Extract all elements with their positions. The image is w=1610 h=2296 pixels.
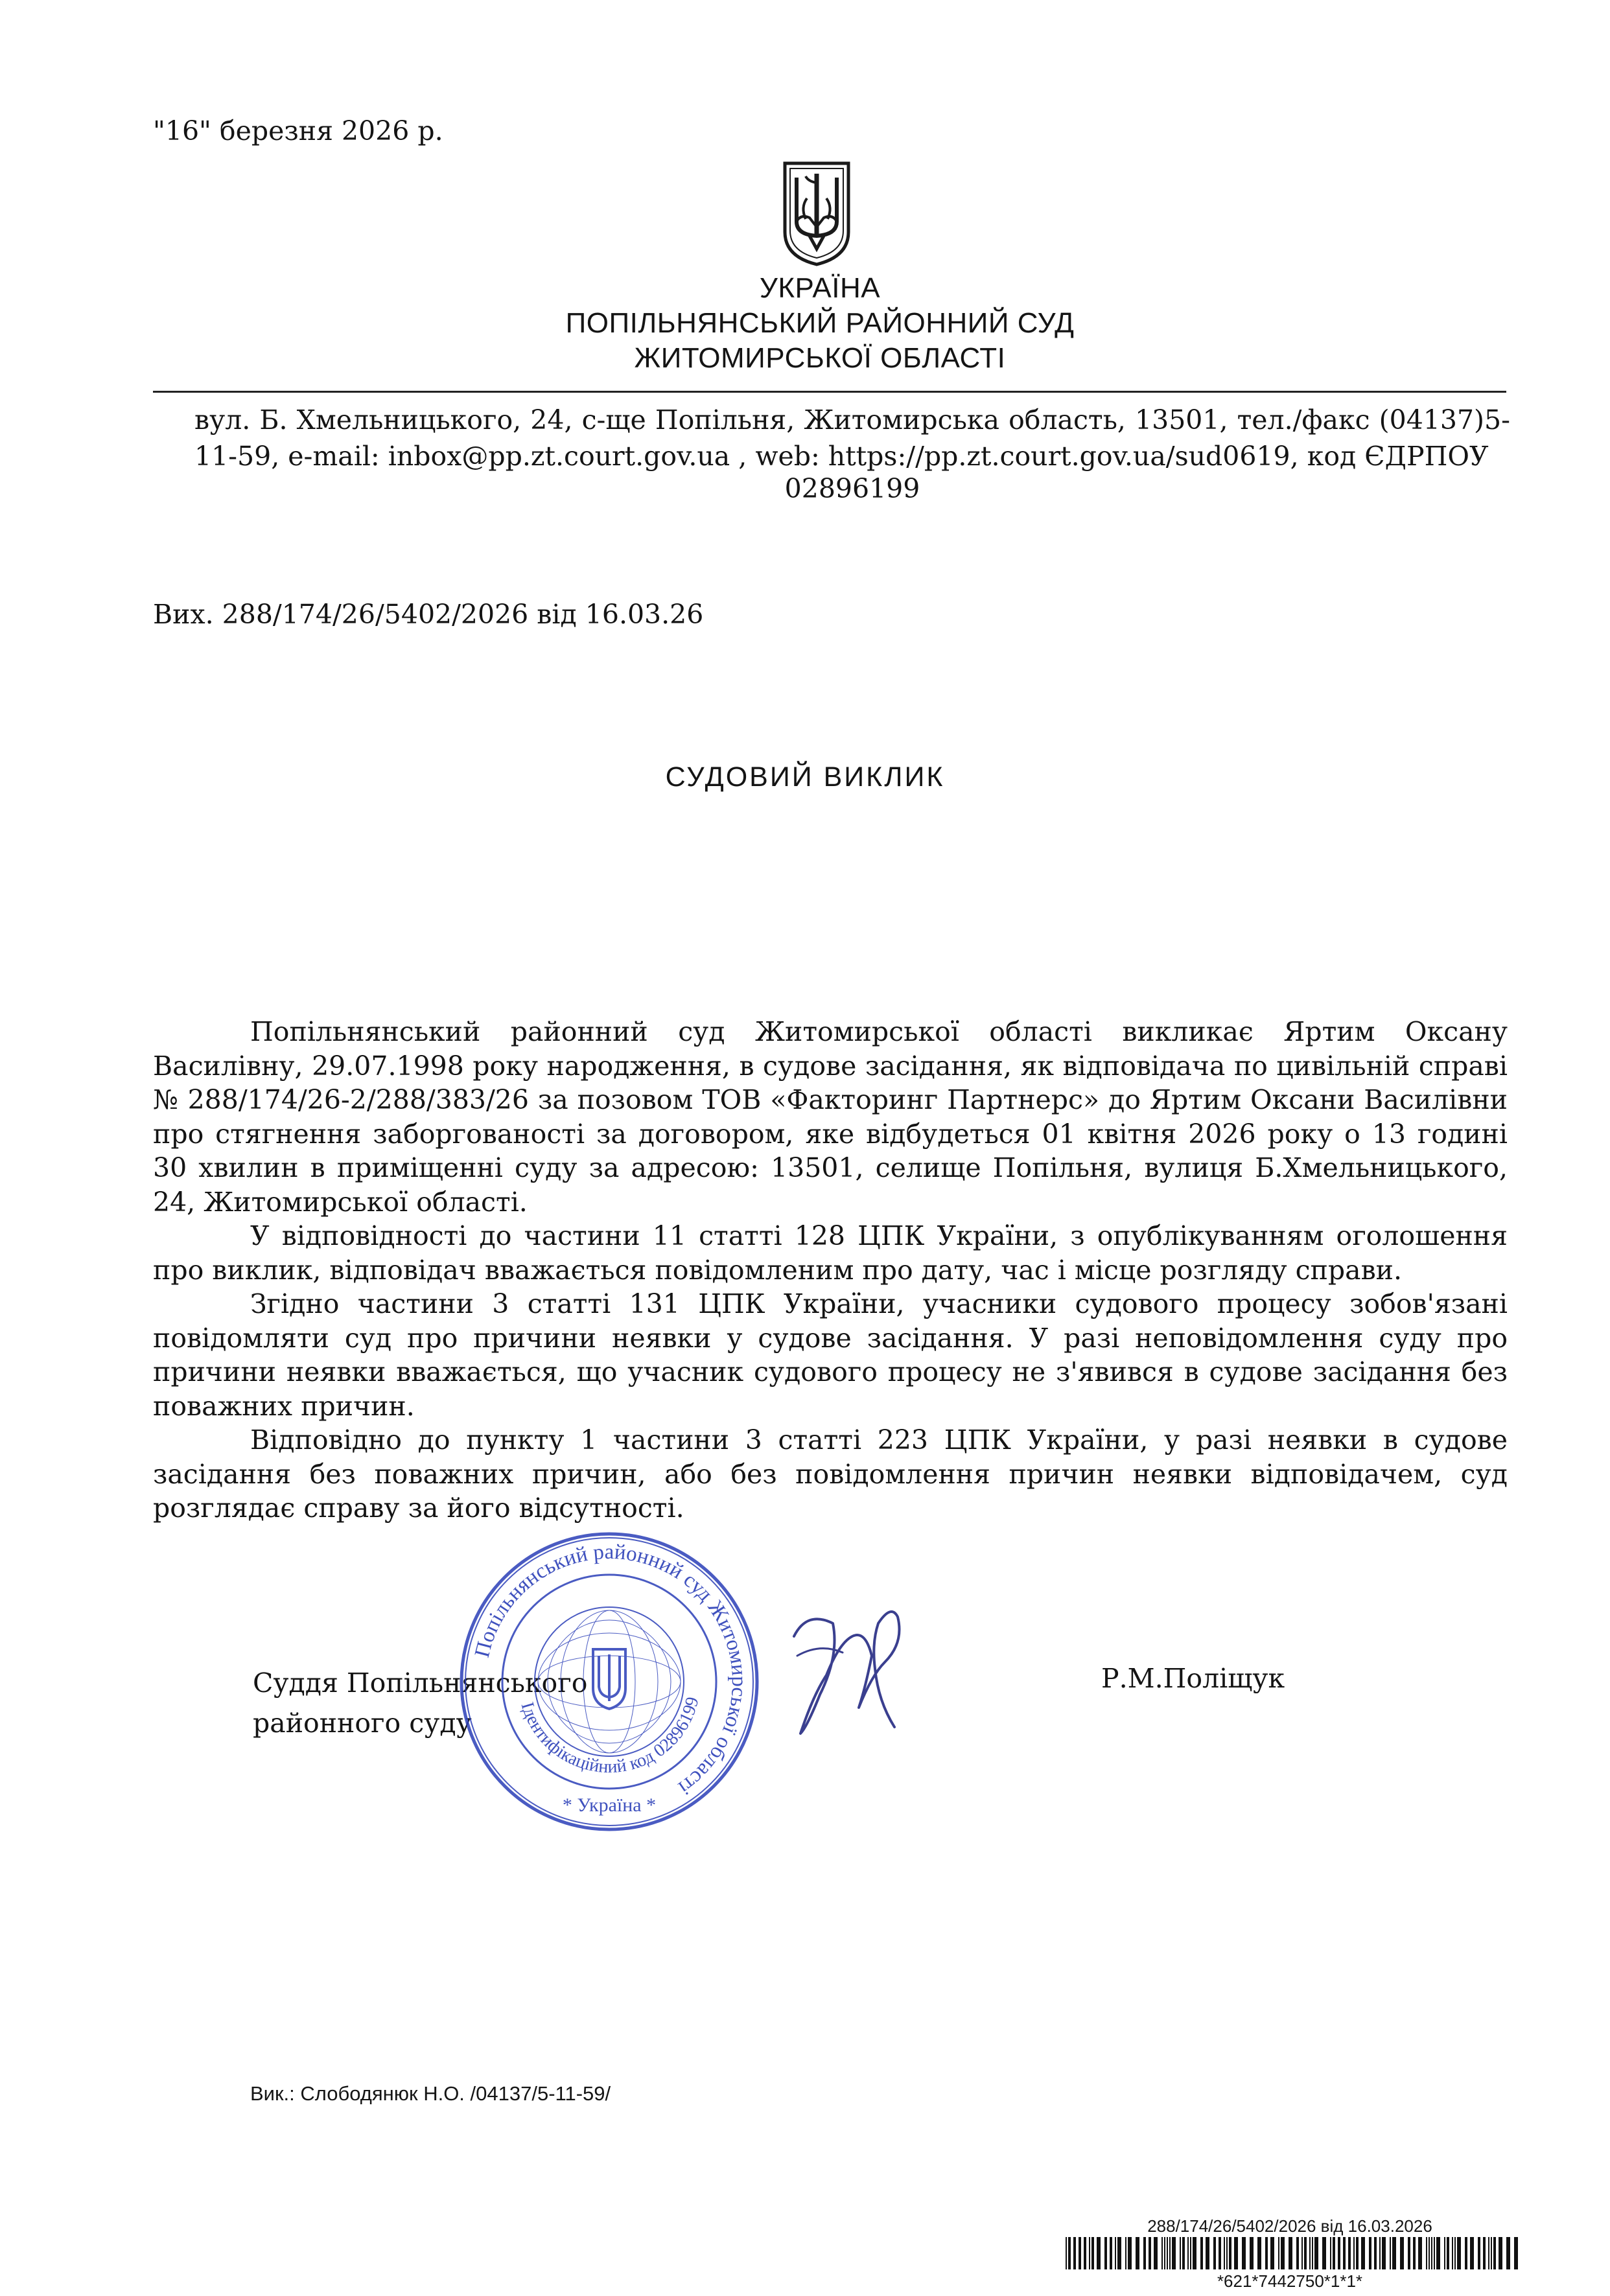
barcode-bar — [1465, 2237, 1467, 2269]
barcode-bar — [1136, 2237, 1139, 2269]
barcode-bar — [1379, 2237, 1381, 2269]
barcode-bar — [1164, 2237, 1165, 2269]
seal-bottom-text: * Україна * — [562, 1794, 657, 1816]
barcode-bar — [1149, 2237, 1151, 2269]
barcode-bar — [1353, 2237, 1355, 2269]
barcode-bar — [1278, 2237, 1279, 2269]
barcode-bar — [1491, 2237, 1492, 2269]
barcode-bar — [1374, 2237, 1377, 2269]
barcode-bar — [1169, 2237, 1171, 2269]
barcode-bar — [1301, 2237, 1303, 2269]
barcode-bar — [1390, 2237, 1391, 2269]
seal-inner-text: Ідентифікаційний код 02896199 — [517, 1695, 703, 1778]
barcode-bar — [1304, 2237, 1307, 2269]
signatory-position-line1: Суддя Попільнянського — [253, 1667, 588, 1699]
barcode-bar — [1488, 2237, 1489, 2269]
body-paragraph: Згідно частини 3 статті 131 ЦПК України, учасники судового процесу зобов'язані повідомляти суд про причини неявки у судове засідання. У разі неповідомлення суду про причини неявки вважається, що учасник судового процесу не з'явився в судове засідання без поважних причин. — [153, 1288, 1508, 1422]
barcode-bar — [1312, 2237, 1313, 2269]
barcode-bar — [1213, 2237, 1216, 2269]
barcode-bar — [1369, 2237, 1371, 2269]
barcode-bar — [1483, 2237, 1486, 2269]
barcode-bar — [1200, 2237, 1203, 2269]
barcode-bar — [1296, 2237, 1299, 2269]
barcode-bar — [1229, 2237, 1231, 2269]
outgoing-number: Вих. 288/174/26/5402/2026 від 16.03.26 — [153, 599, 704, 630]
signatory-position-line2: районного суду — [253, 1708, 472, 1739]
document-date: "16" березня 2026 р. — [153, 115, 443, 146]
barcode-bar — [1478, 2237, 1480, 2269]
header-divider — [153, 391, 1506, 393]
barcode-bar — [1190, 2237, 1191, 2269]
barcode-bar — [1226, 2237, 1228, 2269]
barcode-bar — [1066, 2237, 1067, 2269]
barcode-bar — [1079, 2237, 1081, 2269]
barcode-bar — [1073, 2237, 1076, 2269]
court-header — [454, 271, 1186, 376]
barcode-bar — [1361, 2237, 1365, 2269]
court-seal-stamp — [454, 1526, 765, 1837]
barcode-bar — [1348, 2237, 1351, 2269]
barcode-bar — [1161, 2237, 1163, 2269]
court-region: ЖИТОМИРСЬКОЇ ОБЛАСТІ — [634, 342, 1006, 374]
barcode-bar — [1506, 2237, 1510, 2269]
barcode-bar — [1444, 2237, 1445, 2269]
barcode-bar — [1514, 2237, 1518, 2269]
barcode-bar — [1250, 2237, 1254, 2269]
barcode-bar — [1097, 2237, 1101, 2269]
barcode-bar — [1447, 2237, 1449, 2269]
barcode-bar — [1429, 2237, 1430, 2269]
barcode-bar — [1084, 2237, 1086, 2269]
barcode-bar — [1413, 2237, 1416, 2269]
barcode-bar — [1182, 2237, 1185, 2269]
barcode-bar — [1400, 2237, 1404, 2269]
country-name: УКРАЇНА — [759, 272, 881, 304]
body-paragraph: У відповідності до частини 11 статті 128 ЦПК України, з опублікуванням оголошення про виклик, відповідач вважається повідомленим про дату, час і місце розгляду справи. — [153, 1220, 1508, 1286]
barcode-bar — [1206, 2237, 1209, 2269]
barcode-bar — [1426, 2237, 1427, 2269]
court-address: вул. Б. Хмельницького, 24, с-ще Попільня, Житомирська область, 13501, тел./факс (04137)5-11-59, e-mail: inbox@pp.zt.court.gov.ua , web: https://pp.zt.court.gov.ua/sud0619, код ЄДРПОУ — [194, 404, 1510, 472]
barcode-bar — [1338, 2237, 1340, 2269]
document-title: СУДОВИЙ ВИКЛИК — [665, 761, 945, 793]
barcode-bar — [1257, 2237, 1261, 2269]
barcode-bar — [1392, 2237, 1396, 2269]
signatory-name: Р.М.Поліщук — [1101, 1663, 1285, 1694]
barcode — [1066, 2237, 1519, 2269]
barcode-bar — [1242, 2237, 1246, 2269]
barcode-bar — [1314, 2237, 1318, 2269]
barcode-bar — [1499, 2237, 1502, 2269]
barcode-bar — [1493, 2237, 1496, 2269]
barcode-bar — [1452, 2237, 1453, 2269]
barcode-bar — [1408, 2237, 1410, 2269]
barcode-bar — [1117, 2237, 1121, 2269]
barcode-bar — [1289, 2237, 1292, 2269]
barcode-bar — [1180, 2237, 1181, 2269]
barcode-bar — [1270, 2237, 1274, 2269]
barcode-bar — [1110, 2237, 1112, 2269]
trident-emblem-icon — [781, 159, 852, 266]
court-name: ПОПІЛЬНЯНСЬКИЙ РАЙОННИЙ СУД — [565, 307, 1075, 339]
court-edrpou-code: 02896199 — [784, 473, 920, 504]
executor-info: Вик.: Слободянюк Н.О. /04137/5-11-59/ — [250, 2082, 611, 2105]
document-body — [153, 1015, 1508, 1525]
barcode-bar — [1356, 2237, 1359, 2269]
barcode-bar — [1457, 2237, 1461, 2269]
body-paragraph: Відповідно до пункту 1 частини 3 статті 223 ЦПК України, у разі неявки в судове засідання без поважних причин, або без повідомлення причин неявки відповідачем, суд розглядає справу за його відсутності. — [153, 1424, 1508, 1524]
barcode-bar — [1154, 2237, 1158, 2269]
barcode-bar — [1309, 2237, 1311, 2269]
barcode-bar — [1115, 2237, 1116, 2269]
barcode-bar — [1330, 2237, 1331, 2269]
barcode-bar — [1104, 2237, 1107, 2269]
barcode-bar — [1219, 2237, 1221, 2269]
barcode-bar — [1234, 2237, 1238, 2269]
seal-outer-text: Попільнянський районний суд Житомирської області — [470, 1540, 751, 1800]
barcode-bar — [1089, 2237, 1090, 2269]
barcode-bar — [1172, 2237, 1176, 2269]
barcode-bar — [1382, 2237, 1386, 2269]
barcode-number: *621*7442750*1*1* — [1217, 2271, 1363, 2291]
barcode-bar — [1281, 2237, 1285, 2269]
barcode-bar — [1224, 2237, 1225, 2269]
barcode-bar — [1418, 2237, 1422, 2269]
barcode-bar — [1143, 2237, 1146, 2269]
barcode-bar — [1470, 2237, 1474, 2269]
handwritten-signature-icon — [781, 1597, 917, 1753]
body-paragraph: Попільнянський районний суд Житомирської області викликає Яртим Оксану Василівну, 29.07.1998 року народження, в судове засідання, як відповідача по цивільній справі № 288/174/26-2/288/383/26 за позовом ТОВ «Факторинг Партнерс» до Яртим Оксани Василівни про стягнення заборгованості за договором, яке відбудеться 01 квітня 2026 року о 13 годині 30 хвилин в приміщенні суду за адресою: 13501, селище Попільня, вулиця Б.Хмельницького, 24, Житомирської області. — [153, 1016, 1508, 1218]
barcode-bar — [1265, 2237, 1268, 2269]
barcode-bar — [1431, 2237, 1432, 2269]
barcode-bar — [1193, 2237, 1196, 2269]
barcode-bar — [1343, 2237, 1346, 2269]
barcode-bar — [1187, 2237, 1189, 2269]
barcode-bar — [1068, 2237, 1071, 2269]
barcode-bar — [1128, 2237, 1132, 2269]
barcode-bar — [1434, 2237, 1435, 2269]
barcode-bar — [1125, 2237, 1126, 2269]
barcode-bar — [1091, 2237, 1094, 2269]
barcode-bar — [1436, 2237, 1440, 2269]
barcode-bar — [1322, 2237, 1326, 2269]
barcode-bar — [1333, 2237, 1335, 2269]
barcode-reference: 288/174/26/5402/2026 від 16.03.2026 — [1147, 2216, 1432, 2236]
barcode-bar — [1167, 2237, 1168, 2269]
barcode-bar — [1454, 2237, 1456, 2269]
